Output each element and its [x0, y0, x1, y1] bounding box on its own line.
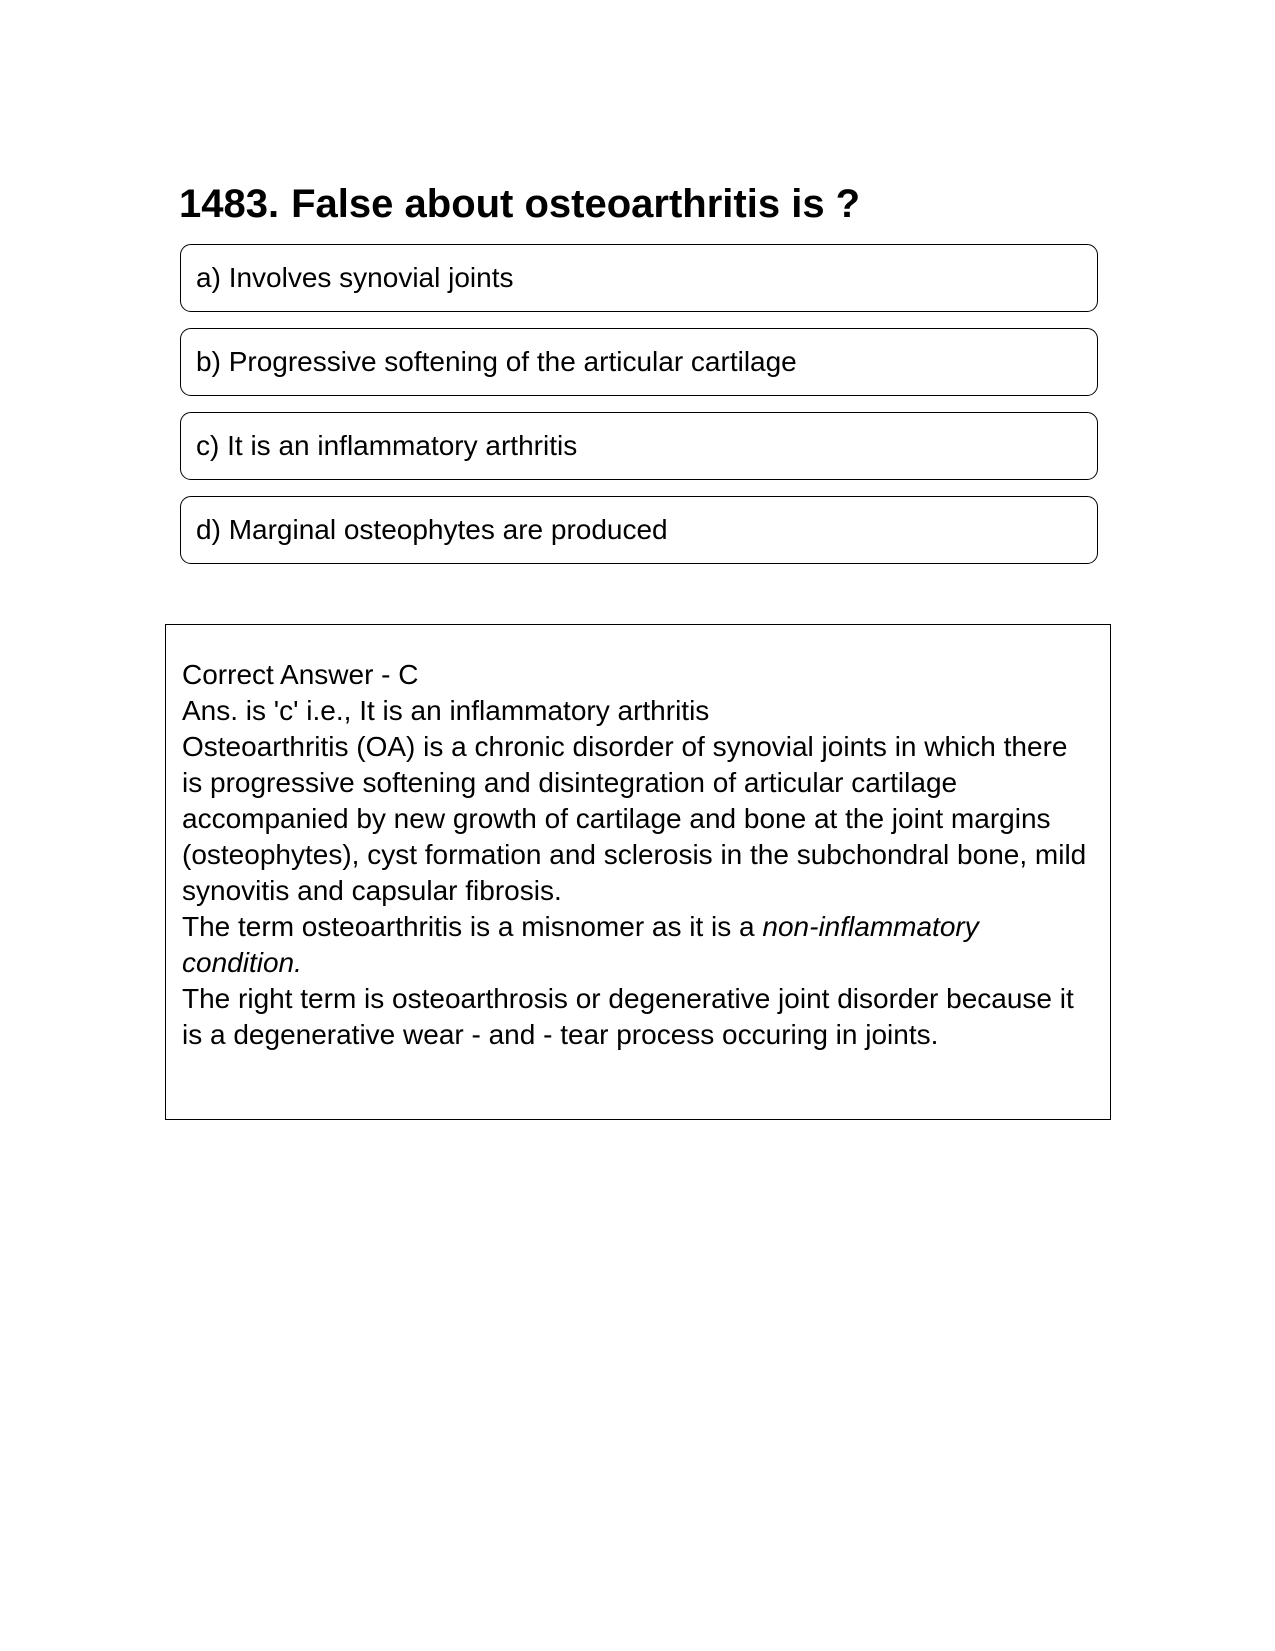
- explanation-paragraph-2-text: The term osteoarthritis is a misnomer as it is a: [182, 911, 763, 942]
- explanation-paragraph-1: Osteoarthritis (OA) is a chronic disorder of synovial joints in which there is progressive softening and disintegration of articular cartilage accompanied by new growth of cartilage and bone at the joint margins (osteophytes), cyst formation and sclerosis in the subchondral bone, mild synovitis and capsular fibrosis.: [182, 731, 1087, 906]
- explanation-paragraph-3: The right term is osteoarthrosis or degenerative joint disorder because it is a degenerative wear - and - tear process occuring in joints.: [182, 983, 1074, 1050]
- option-letter: c): [196, 430, 220, 461]
- option-d[interactable]: [180, 496, 1098, 564]
- explanation-paragraph-2-italic: non-inflammatory condition.: [182, 911, 979, 978]
- question-number: 1483.: [179, 182, 280, 226]
- option-a[interactable]: [180, 244, 1098, 312]
- option-text: Progressive softening of the articular cartilage: [228, 346, 797, 377]
- option-b[interactable]: [180, 328, 1098, 396]
- option-text: Involves synovial joints: [228, 262, 514, 293]
- option-text: Marginal osteophytes are produced: [228, 514, 668, 545]
- explanation-paragraph-2: [182, 909, 1095, 981]
- option-c[interactable]: [180, 412, 1098, 480]
- option-letter: a): [196, 262, 221, 293]
- option-letter: d): [196, 514, 221, 545]
- options-list: [180, 244, 1098, 580]
- answer-explanation-box: [165, 624, 1111, 1120]
- answer-summary: Ans. is 'c' i.e., It is an inflammatory arthritis: [182, 695, 710, 726]
- question-title: [179, 180, 1099, 228]
- correct-answer: Correct Answer - C: [182, 659, 419, 690]
- question-text: False about osteoarthritis is ?: [291, 182, 861, 226]
- option-letter: b): [196, 346, 221, 377]
- option-text: It is an inflammatory arthritis: [227, 430, 578, 461]
